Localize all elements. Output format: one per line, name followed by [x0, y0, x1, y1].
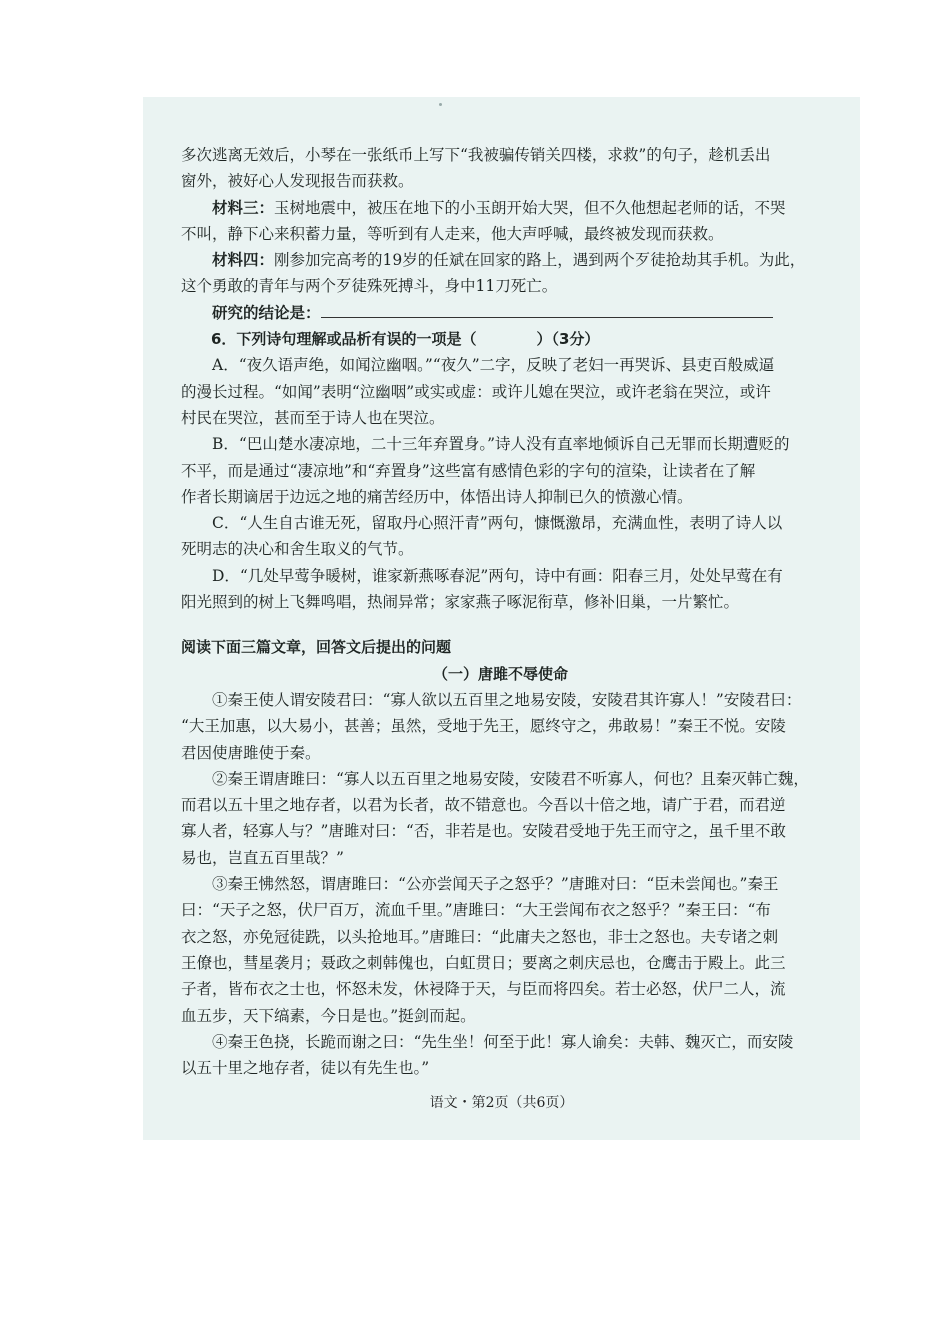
text-line: 君因使唐雎使于秦。 — [181, 743, 321, 762]
text-line: 阳光照到的树上飞舞鸣唱，热闹异常；家家燕子啄泥衔草，修补旧巢，一片繁忙。 — [181, 593, 740, 612]
option-c: C．“人生自古谁无死，留取丹心照汗青”两句，慷慨激昂，充满血性，表明了诗人以 — [212, 514, 783, 533]
text-line: 子者，皆布衣之士也，怀怒未发，休祲降于天，与臣而将四矣。若士必怒，伏尸二人，流 — [181, 980, 786, 999]
text-line: 不平，而是通过“凄凉地”和“弃置身”这些富有感情色彩的字句的渲染，让读者在了解 — [181, 461, 756, 480]
material-label: 材料三： — [212, 198, 275, 217]
exam-page — [143, 97, 860, 1140]
question-text: 6．下列诗句理解或品析有误的一项是（ — [211, 330, 477, 349]
material-four — [181, 247, 820, 273]
paragraph-4: ④秦王色挠，长跪而谢之曰：“先生坐！何至于此！寡人谕矣：夫韩、魏灭亡，而安陵 — [212, 1032, 794, 1051]
paragraph-2: ②秦王谓唐雎曰：“寡人以五百里之地易安陵，安陵君不听寡人，何也？且秦灭韩亡魏， — [212, 769, 809, 788]
text-line: 不叫，静下心来积蓄力量，等听到有人走来，他大声呼喊，最终被发现而获救。 — [181, 224, 724, 243]
page-footer: 语文・第2页（共6页） — [429, 1095, 574, 1111]
option-d: D．“几处早莺争暖树，谁家新燕啄春泥”两句，诗中有画：阳春三月，处处早莺在有 — [212, 566, 783, 585]
text-line: 曰：“天子之怒，伏尸百万，流血千里。”唐雎曰：“大王尝闻布衣之怒乎？”秦王曰：“布 — [181, 901, 771, 920]
paragraph-3: ③秦王怫然怒，谓唐雎曰：“公亦尝闻天子之怒乎？”唐雎对曰：“臣未尝闻也。”秦王 — [212, 875, 779, 894]
text-line: 血五步，天下缟素，今日是也。”挺剑而起。 — [181, 1006, 476, 1025]
material-three — [181, 195, 820, 221]
answer-blank[interactable] — [321, 301, 773, 318]
question-score: ）（3分） — [536, 330, 600, 349]
text-line: 村民在哭泣，甚而至于诗人也在哭泣。 — [181, 408, 445, 427]
text-line: 易也，岂直五百里哉？” — [181, 848, 344, 867]
text-line: 而君以五十里之地存者，以君为长者，故不错意也。今吾以十倍之地，请广于君，而君逆 — [181, 796, 786, 815]
text-line: 王僚也，彗星袭月；聂政之刺韩傀也，白虹贯日；要离之刺庆忌也，仓鹰击于殿上。此三 — [181, 953, 786, 972]
material-label: 材料四： — [212, 251, 275, 270]
text-line: 窗外，被好心人发现报告而获救。 — [181, 172, 414, 191]
text-line: 作者长期谪居于边远之地的痛苦经历中，体悟出诗人抑制已久的愤激心情。 — [181, 487, 693, 506]
text-line: 衣之怒，亦免冠徒跣，以头抢地耳。”唐雎曰：“此庸夫之怒也，非士之怒也。夫专诸之刺 — [181, 927, 779, 946]
text-line: 的漫长过程。“如闻”表明“泣幽咽”或实或虚：或许儿媳在哭泣，或许老翁在哭泣，或许 — [181, 382, 771, 401]
article-title: （一）唐雎不辱使命 — [432, 664, 568, 683]
reading-instruction: 阅读下面三篇文章，回答文后提出的问题 — [181, 638, 452, 657]
paragraph-1: ①秦王使人谓安陵君曰：“寡人欲以五百里之地易安陵，安陵君其许寡人！”安陵君曰： — [212, 690, 802, 709]
text-line: 以五十里之地存者，徒以有先生也。” — [181, 1059, 430, 1078]
option-b: B．“巴山楚水凄凉地，二十三年弃置身。”诗人没有直率地倾诉自己无罪而长期遭贬的 — [212, 435, 790, 454]
speck — [439, 103, 442, 106]
text-line: 死明志的决心和舍生取义的气节。 — [181, 540, 414, 559]
text-line: 寡人者，轻寡人与？”唐雎对曰：“否，非若是也。安陵君受地于先王而守之，虽千里不敢 — [181, 822, 786, 841]
question-6 — [181, 326, 820, 352]
conclusion-row — [181, 300, 820, 326]
text-line: 多次逃离无效后，小琴在一张纸币上写下“我被骗传销关四楼，求救”的句子，趁机丢出 — [181, 146, 771, 164]
conclusion-label: 研究的结论是： — [212, 303, 321, 322]
text-line: “大王加惠，以大易小，甚善；虽然，受地于先王，愿终守之，弗敢易！”秦王不悦。安陵 — [181, 717, 786, 736]
option-a: A．“夜久语声绝，如闻泣幽咽。”“夜久”二字，反映了老妇一再哭诉、县吏百般威逼 — [212, 356, 775, 375]
text-span: 玉树地震中，被压在地下的小玉朗开始大哭，但不久他想起老师的话，不哭 — [274, 198, 786, 217]
text-line: 这个勇敢的青年与两个歹徒殊死搏斗，身中11刀死亡。 — [181, 277, 558, 296]
text-span: 刚参加完高考的19岁的任斌在回家的路上，遇到两个歹徒抢劫其手机。为此， — [274, 251, 806, 270]
